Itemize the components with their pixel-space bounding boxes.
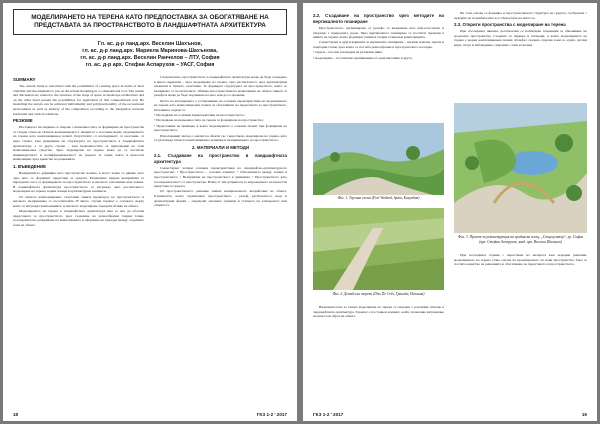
intro-paragraph: Моделирането на терена в ландшафтната архитектура има за цел да обогати представата за пространството чрез създаване на разнообразни гледни точки, последователно разкриване на композицията и оформяне на преходи между отделните зони на обекта. — [13, 209, 144, 227]
right-column-2 — [454, 11, 587, 48]
body-paragraph: При последните години с нарастване на интереса към модерни решения, моделирането на терена става основа на проектирането на нови пространства. Така се постига единство на решенията и обогатяване на представата за пространството. — [454, 253, 587, 267]
resume-heading: РЕЗЮМЕ — [13, 118, 33, 124]
intro-paragraph: От тяхното композиционно съчетание зависи характерът на пространството и неговото възприемане от посетителите. В много случаи теренът е основата, върху която се изгражда композицията, и неговото моделиране определя облика на обекта. — [13, 194, 144, 208]
task-item: • Изследване на основни характеристики на пространството; — [154, 113, 245, 118]
subsection-text: Съществуват четири основни характеристики на ландшафтно-архитектурното пространство: • Пространството – основен елемент; • Отношението между човека и пространството; • Възприятие на пространството в движение; • Пространството като последователност от пространства. Всяка от тях допринася за изграждането на цялостна представа за средата. — [154, 165, 287, 189]
figure-2-caption: Фиг. 2. Детайл на терена (Diss De Crits, Гранада, Испания) — [332, 292, 425, 296]
figure-3-caption: Фиг. 3. Проект за реконструкция на градинска площ, „Стар център“, гр. София (арх. Стефан Аспарухов, ланд. арх. Веселин Шахънов) — [458, 235, 583, 244]
left-column-2 — [154, 75, 287, 208]
right-column-1-bottom — [313, 305, 444, 319]
summary-heading: SUMMARY — [13, 77, 36, 82]
terrain-detail-image — [313, 208, 444, 290]
resume-text: Настоящото изследване се свързва с възможностите за формиране на пространства от гледна точка на тяхната възприемаемост. Акцентът е поставен върху моделирането на терена като композиционен похват. Резултатите от изследването са насочени, от една страна, към разкриване на структурата на пространството в ландшафтната архитектура, а от друга страна – към възможностите за приложение на този композиционен средство. Чрез моделиране на терена може да се постигне индивидуалност и полифункционалност на средата за отдих, както и цялостна композиция, чрез единство на решенията. — [13, 125, 144, 162]
figure-1-caption: Фиг. 1. Теренна схема (Fort Wetland, Spain, Колумбия) — [337, 196, 420, 200]
body-paragraph: Съществуват и други варианти за вертикално планиране – насипи, изкопи, тераси и подпорни стени, чрез които се постига разнообразие в пространството на парка. — [313, 40, 444, 50]
terrain-photo-image — [313, 123, 444, 195]
body-paragraph: Възможностите за такова моделиране на терена се свързват с различни стилове в ландшафтната архитектура. Теренът е постоянен елемент, който позволява изграждане на цялостен образ на обекта. — [313, 305, 444, 319]
article-title: МОДЕЛИРАНЕТО НА ТЕРЕНА КАТО ПРЕДПОСТАВКА ЗА ОБОГАТЯВАНЕ НА ПРЕДСТАВАТА ЗА ПРОСТРАНСТВОТО В ЛАНДШАФТНАТА АРХИТЕКТУРА — [13, 9, 287, 35]
author-line: Гл. ас. д-р ланд.арх. Веселин Шахънов, — [97, 41, 203, 47]
subsection-heading: 2.3. Открити пространства с моделиране на терена — [454, 22, 566, 28]
intro-paragraph: Възприятието дефинира като пространство всичко, в което човек се движи, като чрез него се формират представи за средата. Различните видове възприятия са неразделна част от формирането на пространството и неговото отношение към човека. В ландшафтната архитектура пространството се изгражда чрез растителност, моделиране на терена, водни площи и архитектурни елементи. — [13, 170, 144, 194]
list-item: • тераси – плоски площадки на различни нива; — [313, 50, 383, 55]
body-paragraph: При последните няколко десетилетия се наблюдава тенденция за обновяване на градските пространства. Създават се паркове и площади, в които моделирането на терена е водещ композиционен похват. Релефът създава отделни зони за отдих, детски игри, спорт и наблюдение, свързани с алеи и пътеки. — [454, 29, 587, 47]
task-item: • Представяне на примери, в които моделирането е основен похват при формиране на пространството. — [154, 123, 287, 133]
park-render-image — [454, 103, 587, 233]
middle-intro: Следователно, пространството в ландшафтната архитектура може да бъде създадено в много варианти – чрез моделиране на терена, чрез растителност, чрез архитектурни елементи и тяхното съчетание. Те формират структурата на пространството, която се възприема от посетителите. Обемно-пространствената композиция на обекта зависи от релефа и може да бъде подчинена на него или да го променя. — [154, 75, 287, 98]
task-item: • Изследване на възможностите на терена за формиране на пространство; — [154, 118, 264, 123]
goal-text: Целта на изследването е установяване на основни характеристики на моделирането на терена като композиционен похват за обогатяване на представата за пространството. Основните задачи са: — [154, 98, 287, 112]
right-page — [303, 3, 597, 421]
journal-footer: ГКЗ 1-2 ' 2017 — [256, 412, 287, 417]
subsection-heading: 2.2. Създаване на пространство чрез методите на вертикалното планиране — [313, 13, 444, 24]
author-line: гл. ас. д-р ланд.арх. Мариела Маринова-Шахънова, — [82, 48, 218, 54]
body-paragraph: На тази основа се формира и пространствената структура на средата, съобразена с нуждите на потребителите и особеностите на мястото. — [454, 11, 587, 20]
page-number: 18 — [13, 412, 19, 417]
subsection-text: От пространственото решение зависи емоционалното въздействие на обекта. Елементите, които ограничават пространството – релеф, растителност, вода и архитектурни форми – определят неговите граници и степента на затвореност или откритост. — [154, 189, 287, 208]
author-line: гл. ас. д-р арх. Стефан Аспарухов – УАСГ, София — [85, 62, 215, 68]
summary-text: The current study is associated with the possibilities of creating space in terms of their visibility and the emphasis to put on the terrain modeling in a compositional tool. The results and discussion are related to the structure of the stage of space in landscape architecture and on the other hand present the possibilities for application of this compositional tool. By modelling the terrain can be achieved individuality and polyfunctionality of the recreational environment as well as entirety of the composition according to the integration between horizontal and vertical solutions. — [13, 84, 144, 116]
introduction-heading: 1. ВЪВЕДЕНИЕ — [13, 163, 47, 169]
list-item: • моделиране – постепенно преминаване от една височина в друга. — [313, 55, 413, 60]
left-column-1 — [13, 75, 144, 228]
right-column-1 — [313, 11, 444, 61]
author-list — [13, 41, 287, 69]
subsection-heading: 2.1. Създаване на пространство в ландшафтната архитектура — [154, 152, 287, 164]
materials-heading: 2. МАТЕРИАЛИ И МЕТОДИ — [191, 144, 250, 150]
figure-2-terrain-photo — [313, 208, 444, 290]
figure-3-park-render — [454, 103, 587, 233]
body-paragraph: Пространството, организирано от релефа, се възприема като най-естествено и свързано с природната среда. Чрез вертикалното планиране се постигат промени в нивата на терена, които формират рамки и гледни точки към композицията. — [313, 26, 444, 40]
right-column-2-bottom — [454, 253, 587, 267]
page-number: 19 — [581, 412, 587, 417]
method-text: Използваният метод е анализ на обекти със съществено моделиране на терена, като се разглежда тяхното композиционно решение и възприемането на пространството. — [154, 133, 287, 143]
figure-1-terrain-photo — [313, 123, 444, 195]
author-line: гл. ас. д-р ланд.арх. Веселин Ранчелов – ЛТУ, София — [80, 55, 220, 61]
left-page — [3, 3, 297, 421]
journal-footer: ГКЗ 1-2 ' 2017 — [313, 412, 344, 417]
